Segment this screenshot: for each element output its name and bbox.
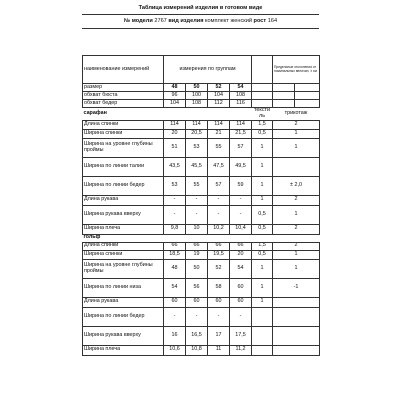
tolerance-knit: 1	[273, 259, 320, 278]
row-label: Ширина на уровне глубины проймы	[83, 259, 164, 278]
table-row	[83, 176, 320, 195]
tolerance-knit	[273, 307, 320, 326]
tolerance-textile: 1,5	[252, 120, 273, 129]
tolerance-textile: 1	[252, 195, 273, 205]
row-value: 59	[230, 176, 252, 195]
row-value: -	[208, 205, 230, 224]
tolerance-textile: 1	[252, 157, 273, 176]
row-value: 49,5	[230, 157, 252, 176]
row-value: 20,5	[186, 129, 208, 138]
row-label: Длина спинки	[83, 120, 164, 129]
bust-row	[83, 92, 320, 100]
tolerance-knit	[273, 345, 320, 355]
row-value: 51	[164, 138, 186, 157]
divider	[82, 14, 319, 15]
tolerance-knit: 2	[273, 120, 320, 129]
table-row	[83, 250, 320, 259]
row-value: 17,5	[230, 326, 252, 345]
empty-cell	[252, 100, 273, 108]
type-value: комплект женский	[205, 18, 252, 24]
row-value: 60	[186, 297, 208, 307]
row-value: -	[208, 195, 230, 205]
size-value: 108	[230, 92, 252, 100]
size-value: 50	[186, 84, 208, 92]
model-line	[82, 18, 319, 24]
table-row	[83, 205, 320, 224]
hips-row-label: обхват бедер	[83, 100, 164, 108]
empty-cell	[273, 100, 295, 108]
row-value: 55	[186, 176, 208, 195]
type-label: вид изделия	[168, 18, 204, 24]
row-value: 54	[230, 259, 252, 278]
row-value: 10,6	[164, 345, 186, 355]
empty-cell	[273, 92, 295, 100]
document-title: Таблица измерений изделия в готовом виде	[138, 5, 263, 11]
tolerance-textile: 1	[252, 278, 273, 297]
row-value: 11,2	[230, 345, 252, 355]
row-label: Ширина спинки	[83, 250, 164, 259]
table-row	[83, 307, 320, 326]
row-value: 43,5	[164, 157, 186, 176]
row-value: -	[164, 307, 186, 326]
row-label: Ширина плеча	[83, 224, 164, 234]
row-value: 21	[208, 129, 230, 138]
size-value: 104	[164, 100, 186, 108]
row-value: 114	[230, 120, 252, 129]
row-value: 10,8	[186, 345, 208, 355]
tolerance-knit: 2	[273, 195, 320, 205]
divider	[82, 28, 319, 29]
tolerance-textile: 0,5	[252, 205, 273, 224]
row-label: Ширина рукава вверху	[83, 205, 164, 224]
tolerance-knit	[273, 297, 320, 307]
row-value: 57	[208, 176, 230, 195]
size-value: 100	[186, 92, 208, 100]
tolerance-textile: 1,5	[252, 242, 273, 250]
row-value: 17	[208, 326, 230, 345]
row-value: 114	[164, 120, 186, 129]
row-value: 19,5	[208, 250, 230, 259]
tolerance-textile	[252, 307, 273, 326]
tolerance-knit: 1	[273, 129, 320, 138]
row-label: Ширина по линии бедер	[83, 176, 164, 195]
model-value: 2767	[154, 18, 167, 24]
height-label: рост	[253, 18, 267, 24]
row-value: 47,5	[208, 157, 230, 176]
table-row	[83, 138, 320, 157]
row-value: 18,5	[164, 250, 186, 259]
tolerance-textile: 0,5	[252, 129, 273, 138]
tolerance-header: Предельные отклонения от номинальных величин, ± см	[273, 56, 320, 84]
tolerance-textile	[252, 345, 273, 355]
header-row	[83, 56, 320, 84]
row-value: -	[186, 307, 208, 326]
row-value: -	[164, 195, 186, 205]
row-value: 21,5	[230, 129, 252, 138]
row-value: 20	[230, 250, 252, 259]
row-value: -	[164, 205, 186, 224]
bust-row-label: обхват бюста	[83, 92, 164, 100]
tolerance-textile	[252, 326, 273, 345]
tolerance-knit	[273, 326, 320, 345]
row-value: 114	[186, 120, 208, 129]
row-label: Ширина по линии низа	[83, 278, 164, 297]
row-value: 10	[186, 224, 208, 234]
row-value: 55	[208, 138, 230, 157]
table-row	[83, 297, 320, 307]
row-label: Ширина плеча	[83, 345, 164, 355]
size-value: 54	[230, 84, 252, 92]
name-header: наименование измерений	[83, 56, 164, 84]
table-row	[83, 345, 320, 355]
table-row	[83, 157, 320, 176]
row-value: -	[230, 205, 252, 224]
empty-cell	[295, 84, 320, 92]
size-value: 104	[208, 92, 230, 100]
empty-cell	[295, 92, 320, 100]
tolerance-textile: 1	[252, 259, 273, 278]
row-value: -	[186, 195, 208, 205]
size-value: 108	[186, 100, 208, 108]
row-value: 16	[164, 326, 186, 345]
tolerance-textile: 1	[252, 138, 273, 157]
row-value: 56	[186, 278, 208, 297]
row-value: 11	[208, 345, 230, 355]
row-label: Ширина по линии талии	[83, 157, 164, 176]
table-row	[83, 278, 320, 297]
row-value: 52	[208, 259, 230, 278]
row-label: Ширина на уровне глубины проймы	[83, 138, 164, 157]
size-value: 112	[208, 100, 230, 108]
size-value: 48	[164, 84, 186, 92]
row-value: 66	[230, 242, 252, 250]
row-value: 10,4	[230, 224, 252, 234]
table-row	[83, 224, 320, 234]
row-value: -	[230, 195, 252, 205]
row-value: 50	[186, 259, 208, 278]
tolerance-knit: 1	[273, 250, 320, 259]
row-value: 60	[230, 297, 252, 307]
section-row	[83, 234, 320, 242]
row-value: 20	[164, 129, 186, 138]
row-value: 114	[208, 120, 230, 129]
tolerance-knit: 1	[273, 205, 320, 224]
row-value: -	[208, 307, 230, 326]
tolerance-knit: 2	[273, 224, 320, 234]
tolerance-textile: 0,5	[252, 250, 273, 259]
size-value: 96	[164, 92, 186, 100]
table-row	[83, 242, 320, 250]
row-value: 57	[230, 138, 252, 157]
tolerance-knit: 2	[273, 242, 320, 250]
row-value: 54	[164, 278, 186, 297]
row-value: 45,5	[186, 157, 208, 176]
row-value: 48	[164, 259, 186, 278]
row-value: 53	[164, 176, 186, 195]
row-value: 60	[230, 278, 252, 297]
table-row	[83, 259, 320, 278]
size-value: 116	[230, 100, 252, 108]
row-value: 53	[186, 138, 208, 157]
tolerance-knit: -1	[273, 278, 320, 297]
row-label: Ширина спинки	[83, 129, 164, 138]
tolerance-knit: 1	[273, 138, 320, 157]
empty-cell	[295, 100, 320, 108]
size-value: 52	[208, 84, 230, 92]
tolerance-knit: ± 2,0	[273, 176, 320, 195]
row-value: 19	[186, 250, 208, 259]
groups-header: измерения по группам	[164, 56, 252, 84]
row-value: 9,8	[164, 224, 186, 234]
row-label: Длина спинки	[83, 242, 164, 250]
row-value: 16,5	[186, 326, 208, 345]
tolerance-textile: 1	[252, 297, 273, 307]
row-value: -	[230, 307, 252, 326]
empty-cell	[252, 84, 273, 92]
row-value: 60	[208, 297, 230, 307]
empty-cell	[252, 92, 273, 100]
empty-cell	[252, 56, 273, 84]
measurement-sheet	[82, 0, 319, 400]
row-value: 66	[164, 242, 186, 250]
size-row-label: размер	[83, 84, 164, 92]
col-knit: трикотаж	[284, 109, 308, 116]
row-value: 60	[164, 297, 186, 307]
row-value: 58	[208, 278, 230, 297]
tolerance-knit	[273, 157, 320, 176]
table-row	[83, 120, 320, 129]
tolerance-textile: 1	[252, 176, 273, 195]
empty-cell	[273, 84, 295, 92]
section-title-golf: гольф	[83, 234, 101, 241]
section-title-sarafan: сарафан	[83, 109, 107, 116]
row-value: -	[186, 205, 208, 224]
model-label: № модели	[123, 18, 153, 24]
height-value: 164	[267, 18, 278, 24]
tolerance-textile: 0,5	[252, 224, 273, 234]
table-row	[83, 129, 320, 138]
row-label: Длина рукава	[83, 297, 164, 307]
table-row	[83, 195, 320, 205]
row-value: 66	[186, 242, 208, 250]
row-value: 10,2	[208, 224, 230, 234]
measurement-table	[82, 55, 320, 356]
table-row	[83, 326, 320, 345]
row-label: Ширина по линии бедер	[83, 307, 164, 326]
size-row	[83, 84, 320, 92]
col-textile: тексти ль	[254, 107, 271, 119]
row-label: Ширина рукава вверху	[83, 326, 164, 345]
section-row	[83, 108, 320, 121]
hips-row	[83, 100, 320, 108]
row-value: 66	[208, 242, 230, 250]
row-label: Длина рукава	[83, 195, 164, 205]
